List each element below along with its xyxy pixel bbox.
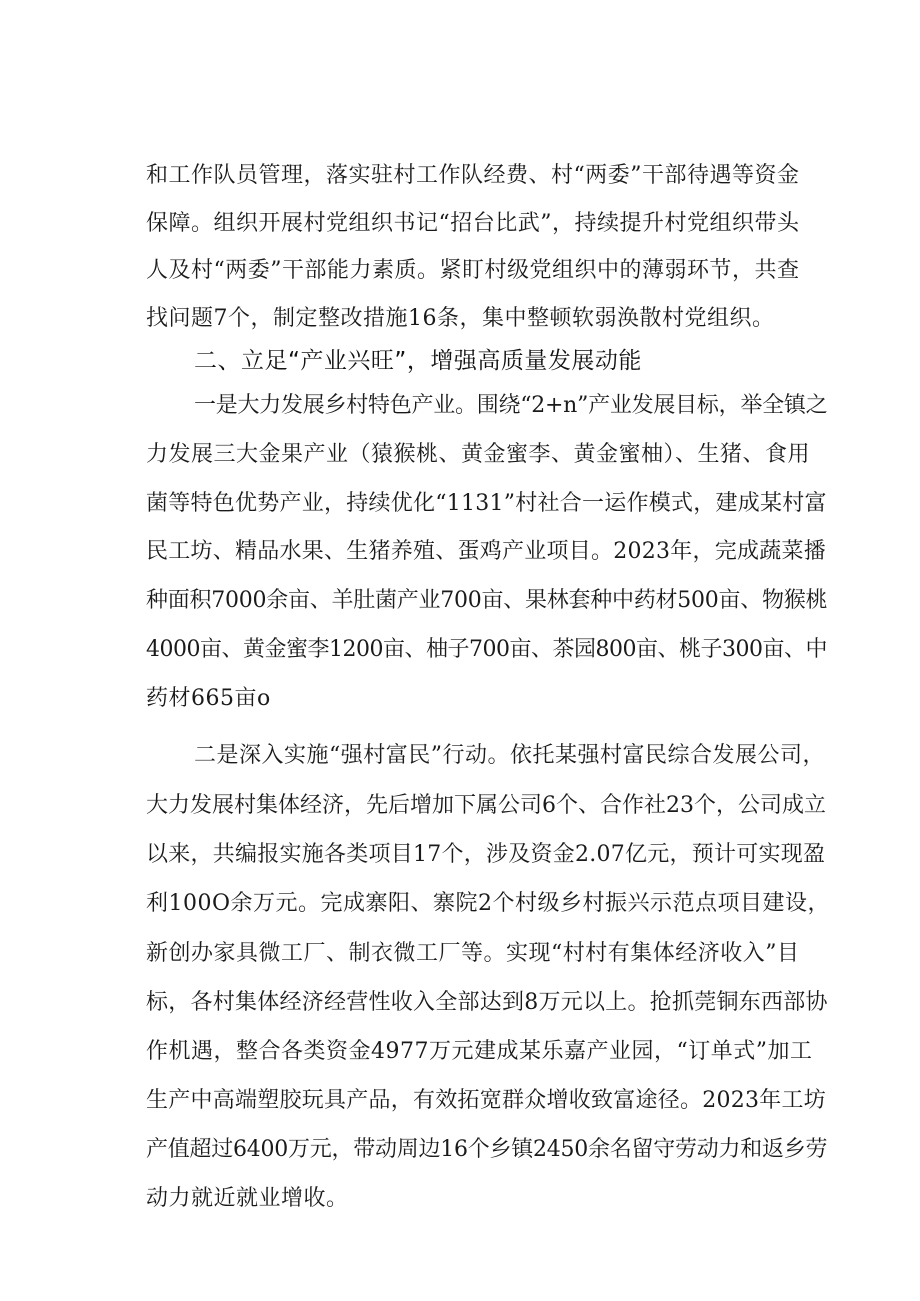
para2-line-1: 一是大力发展乡村特色产业。围绕“2+n”产业发展目标，举全镇之 [194, 393, 828, 418]
para1-line-4: 找问题7个，制定整改措施16条，集中整顿软弱涣散村党组织。 [146, 306, 775, 331]
section-heading: 二、立足“产业兴旺”，增强高质量发展动能 [194, 348, 642, 374]
para2-line-5: 种面积7000余亩、羊肚菌产业700亩、果林套种中药材500亩、物猴桃 [146, 588, 828, 613]
para2-line-2: 力发展三大金果产业（猿猴桃、黄金蜜李、黄金蜜柚）、生猪、食用 [146, 442, 811, 467]
para3-line-10: 动力就近就业增收。 [146, 1186, 349, 1211]
para2-line-3: 菌等特色优势产业，持续优化“1131”村社合一运作模式，建成某村富 [146, 491, 827, 516]
para3-line-7: 作机遇，整合各类资金4977万元建成某乐嘉产业园，“订单式”加工 [146, 1039, 813, 1064]
para3-line-4: 利100O余万元。完成寨阳、寨院2个村级乡村振兴示范点项目建设， [146, 891, 831, 916]
para3-line-8: 生产中高端塑胶玩具产品，有效拓宽群众增收致富途径。2023年工坊 [146, 1088, 826, 1113]
para3-line-9: 产值超过6400万元，带动周边16个乡镇2450余名留守劳动力和返乡劳 [146, 1137, 828, 1162]
para3-line-2: 大力发展村集体经济，先后增加下属公司6个、合作社23个，公司成立 [146, 793, 826, 818]
para3-line-5: 新创办家具微工厂、制衣微工厂等。实现“村村有集体经济收入”目 [146, 941, 800, 966]
para2-line-6: 4000亩、黄金蜜李1200亩、柚子700亩、茶园800亩、桃子300亩、中 [146, 637, 827, 662]
para3-line-6: 标，各村集体经济经营性收入全部达到8万元以上。抢抓莞铜东西部协 [146, 990, 828, 1015]
para1-line-2: 保障。组织开展村党组织书记“招台比武”，持续提升村党组织带头 [146, 211, 800, 236]
para1-line-3: 人及村“两委”干部能力素质。紧盯村级党组织中的薄弱环节，共查 [146, 258, 800, 283]
para1-line-1: 和工作队员管理，落实驻村工作队经费、村“两委”干部待遇等资金 [146, 163, 800, 188]
para2-line-4: 民工坊、精品水果、生猪养殖、蛋鸡产业项目。2023年，完成蔬菜播 [146, 539, 826, 564]
para3-line-1: 二是深入实施“强村富民”行动。依托某强村富民综合发展公司， [194, 743, 825, 768]
para3-line-3: 以来，共编报实施各类项目17个，涉及资金2.07亿元，预计可实现盈 [146, 842, 826, 867]
para2-line-7: 药材665亩o [146, 686, 271, 711]
